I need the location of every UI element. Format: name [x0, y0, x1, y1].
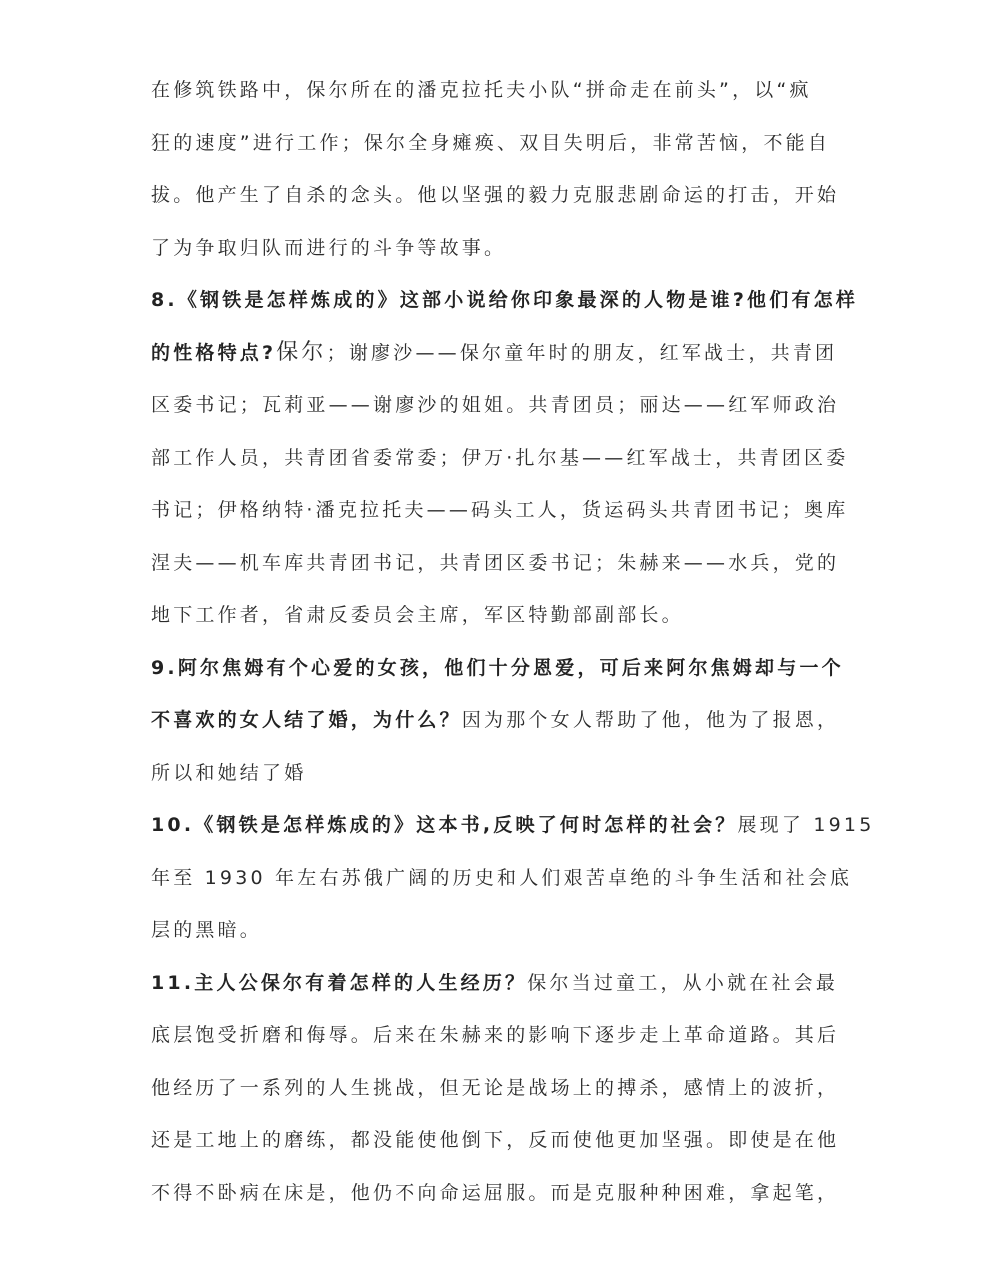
- text-span: 涅夫——机车库共青团书记，共青团区委书记；朱赫来——水兵，党的: [151, 551, 840, 574]
- question-9-heading-end: 不喜欢的女人结了婚，为什么？: [151, 709, 462, 731]
- text-span: 地下工作者，省肃反委员会主席，军区特勤部副部长。: [151, 604, 684, 626]
- text-line: [151, 904, 851, 957]
- text-line: [151, 537, 851, 590]
- text-span: 了为争取归队而进行的斗争等故事。: [151, 236, 507, 259]
- text-span: 狂的速度”进行工作；保尔全身瘫痪、双目失明后，非常苦恼，不能自: [151, 131, 831, 154]
- text-span: 底层饱受折磨和侮辱。后来在朱赫来的影响下逐步走上革命道路。其后: [151, 1024, 840, 1046]
- answer-10-text: 展现了 1915: [737, 814, 875, 836]
- text-line: [151, 1062, 851, 1115]
- text-span: 拔。他产生了自杀的念头。他以坚强的毅力克服悲剧命运的打击，开始: [151, 184, 840, 206]
- text-line: [151, 64, 851, 117]
- text-span: 他经历了一系列的人生挑战，但无论是战场上的搏杀，感情上的波折，: [151, 1076, 840, 1099]
- text-span: 区委书记；瓦莉亚——谢廖沙的姐姐。共青团员；丽达——红军师政治: [151, 394, 840, 416]
- question-11-heading: 11.主人公保尔有着怎样的人生经历？: [151, 971, 528, 994]
- text-span: 在修筑铁路中，保尔所在的潘克拉托夫小队“拼命走在前头”，以“疯: [151, 79, 812, 101]
- text-span: 所以和她结了婚: [151, 761, 307, 784]
- question-8-line: [151, 327, 851, 380]
- text-span: 不得不卧病在床是，他仍不向命运屈服。而是克服种种困难，拿起笔，: [151, 1181, 840, 1204]
- question-8-heading: 8.《钢铁是怎样炼成的》这部小说给你印象最深的人物是谁?他们有怎样: [151, 289, 859, 311]
- text-line: [151, 589, 851, 642]
- answer-8-name: 保尔: [276, 339, 327, 365]
- text-line: [151, 117, 851, 170]
- text-line: [151, 1114, 851, 1167]
- question-9-line: [151, 642, 851, 695]
- text-span: 部工作人员，共青团省委常委；伊万·扎尔基——红军战士，共青团区委: [151, 446, 849, 469]
- text-line: [151, 484, 851, 537]
- text-span: 层的黑暗。: [151, 919, 263, 941]
- text-line: [151, 1009, 851, 1062]
- text-span: 书记；伊格纳特·潘克拉托夫——码头工人，货运码头共青团书记；奥库: [151, 499, 849, 521]
- question-9-line: [151, 694, 851, 747]
- question-10-line: [151, 799, 875, 852]
- question-8-line: [151, 274, 859, 327]
- document-body: [151, 64, 875, 1219]
- question-10-heading: 10.《钢铁是怎样炼成的》这本书,反映了何时怎样的社会？: [151, 814, 738, 836]
- text-line: [151, 379, 851, 432]
- answer-11-text: 保尔当过童工，从小就在社会最: [527, 971, 839, 994]
- text-line: [151, 222, 851, 275]
- text-line: [151, 852, 851, 905]
- text-line: [151, 747, 851, 800]
- question-9-heading: 9.阿尔焦姆有个心爱的女孩，他们十分恩爱，可后来阿尔焦姆却与一个: [151, 656, 844, 679]
- answer-9-text: 因为那个女人帮助了他，他为了报恩，: [461, 709, 840, 731]
- question-8-heading-end: 的性格特点?: [151, 341, 277, 364]
- text-line: [151, 1167, 851, 1220]
- text-line: [151, 169, 851, 222]
- text-span: 年至 1930 年左右苏俄广阔的历史和人们艰苦卓绝的斗争生活和社会底: [151, 866, 853, 889]
- text-line: [151, 432, 851, 485]
- text-span: 还是工地上的磨练，都没能使他倒下，反而使他更加坚强。即使是在他: [151, 1129, 840, 1151]
- question-11-line: [151, 957, 851, 1010]
- answer-8-text: ；谢廖沙——保尔童年时的朋友，红军战士，共青团: [326, 341, 838, 364]
